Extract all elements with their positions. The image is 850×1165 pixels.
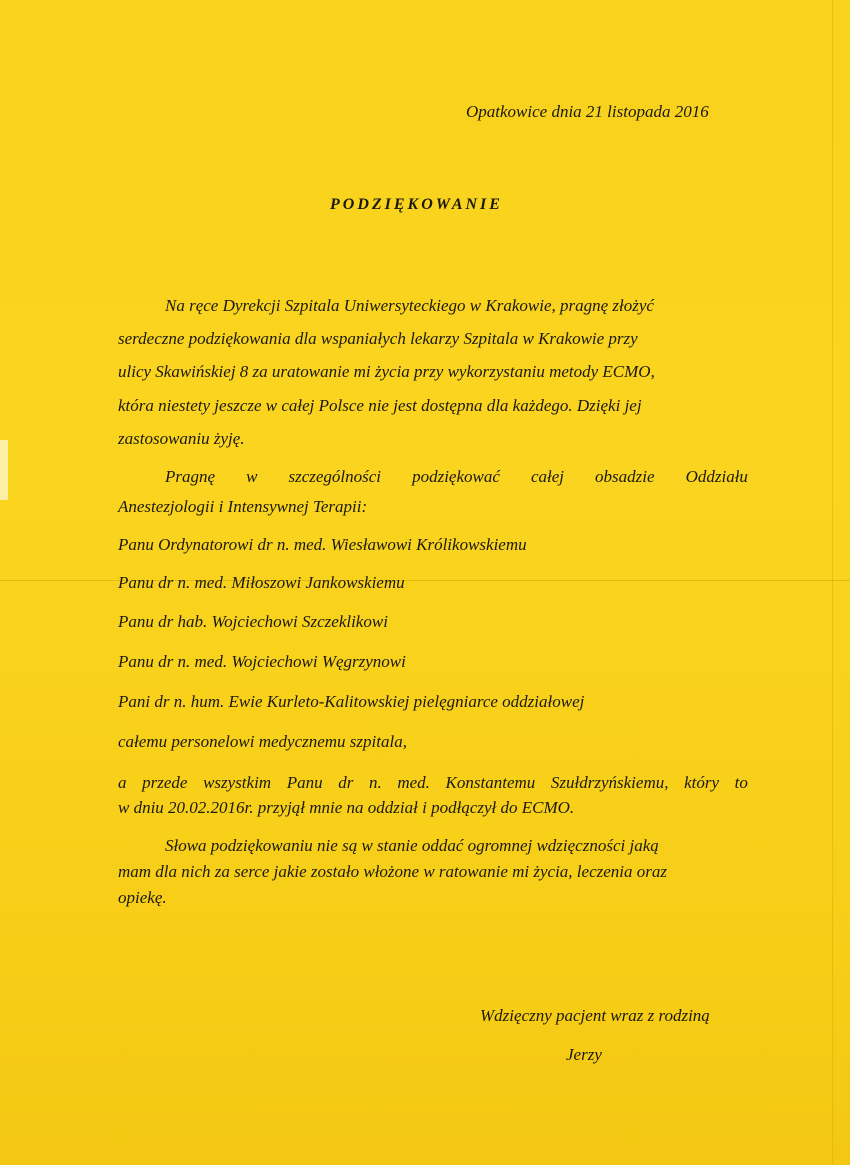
paragraph1-line2: serdeczne podziękowania dla wspaniałych lekarzy Szpitala w Krakowie przy (118, 329, 638, 348)
word: w (246, 467, 258, 486)
thanks-name-item: całemu personelowi medycznemu szpitala, (118, 732, 407, 751)
word: podziękować (412, 467, 500, 486)
paragraph1-line5: zastosowaniu żyję. (118, 429, 245, 448)
signature-name: Jerzy (566, 1045, 602, 1064)
word: Szułdrzyńskiemu, (550, 773, 669, 792)
paragraph3-line2: w dniu 20.02.2016r. przyjął mnie na oddział i podłączył do ECMO. (118, 798, 575, 817)
word: całej (530, 467, 564, 486)
signature-line: Wdzięczny pacjent wraz z rodziną (480, 1006, 710, 1025)
paragraph1-line4: która niestety jeszcze w całej Polsce nie jest dostępna dla każdego. Dzięki jej (118, 396, 642, 415)
thanks-name-item: Panu dr hab. Wojciechowi Szczeklikowi (118, 612, 388, 631)
word: a (118, 773, 127, 792)
paper-torn-edge (0, 440, 8, 500)
paper-fold-line-vertical (832, 0, 833, 1165)
thanks-name-item: Pani dr n. hum. Ewie Kurleto-Kalitowskiej pielęgniarce oddziałowej (118, 692, 585, 711)
thanks-name-item: Panu dr n. med. Miłoszowi Jankowskiemu (118, 573, 405, 592)
paragraph2-line1 (165, 467, 748, 487)
paragraph1-line1: Na ręce Dyrekcji Szpitala Uniwersyteckiego w Krakowie, pragnę złożyć (165, 296, 654, 315)
word: obsadzie (595, 467, 655, 486)
thanks-name-item: Panu Ordynatorowi dr n. med. Wiesławowi Królikowskiemu (118, 535, 527, 554)
word: przede (142, 773, 188, 792)
paragraph4-line2: mam dla nich za serce jakie zostało włożone w ratowanie mi życia, leczenia oraz (118, 862, 667, 881)
date-line: Opatkowice dnia 21 listopada 2016 (466, 102, 709, 121)
word: to (734, 773, 748, 792)
word: Panu (286, 773, 323, 792)
word: Konstantemu (445, 773, 536, 792)
paragraph4-line3: opiekę. (118, 888, 167, 907)
word: n. (368, 773, 382, 792)
paragraph4-line1: Słowa podziękowaniu nie są w stanie oddać ogromnej wdzięczności jaką (165, 836, 659, 855)
paragraph2-line2: Anestezjologii i Intensywnej Terapii: (118, 497, 368, 516)
letter-title: PODZIĘKOWANIE (330, 196, 503, 213)
word: Oddziału (685, 467, 748, 486)
word: dr (338, 773, 354, 792)
paragraph1-line3: ulicy Skawińskiej 8 za uratowanie mi życia przy wykorzystaniu metody ECMO, (118, 362, 655, 381)
paragraph3-line1 (118, 773, 748, 793)
thanks-name-item: Panu dr n. med. Wojciechowi Węgrzynowi (118, 652, 406, 671)
word: który (684, 773, 720, 792)
word: szczególności (288, 467, 382, 486)
word: wszystkim (203, 773, 272, 792)
word: Pragnę (165, 467, 216, 486)
word: med. (397, 773, 430, 792)
